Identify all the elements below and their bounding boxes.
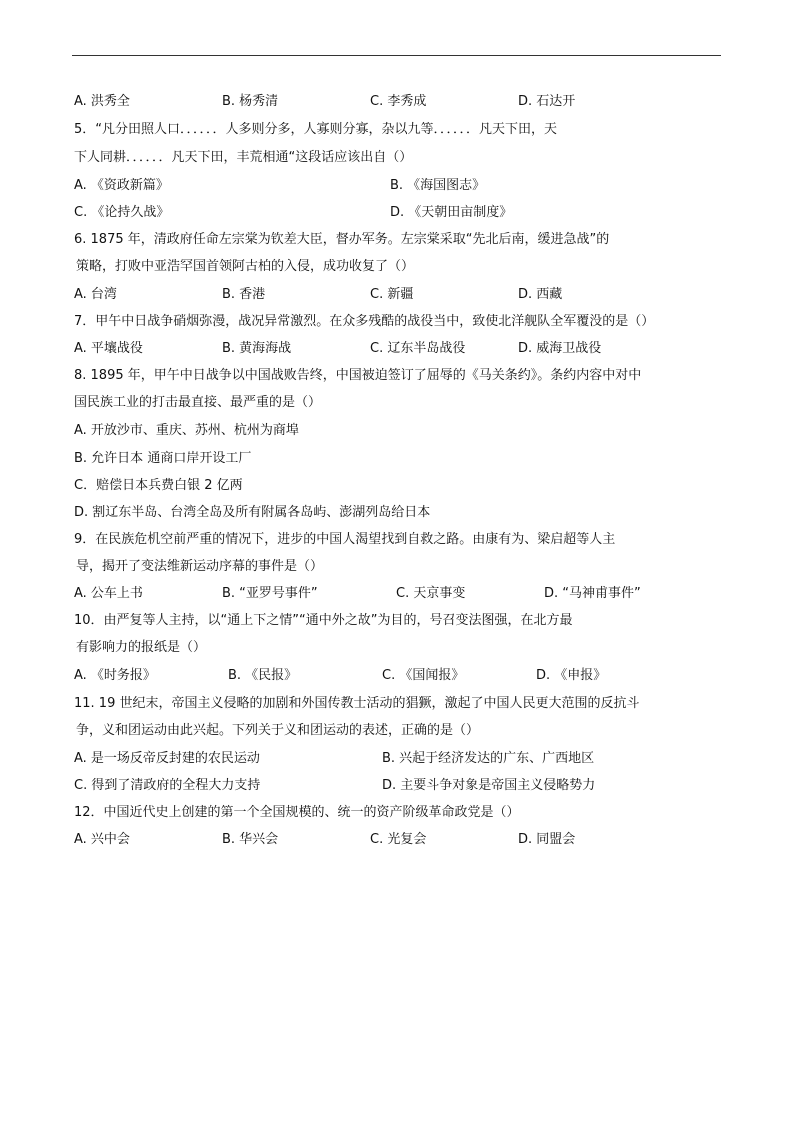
question-8-line-1: 8. 1895 年，甲午中日战争以中国战败告终，中国被迫签订了屈辱的《马关条约》。条约内容中对中 — [74, 368, 642, 383]
question-12-line-1: 12．中国近代史上创建的第一个全国规模的、统一的资产阶级革命政党是（） — [74, 805, 520, 820]
option-a: A. 《资政新篇》 — [74, 178, 169, 193]
option-c: C. 辽东半岛战役 — [370, 341, 466, 356]
option-a: A. 洪秀全 — [74, 94, 130, 109]
option-c: C. 天京事变 — [396, 586, 466, 601]
option-b: B. 《民报》 — [228, 668, 298, 683]
option-b: B. 黄海海战 — [222, 341, 292, 356]
option-a: A. 《时务报》 — [74, 668, 156, 683]
option-b: B. 杨秀清 — [222, 94, 279, 109]
option-c: C. 得到了清政府的全程大力支持 — [74, 778, 261, 793]
option-b: B. 《海国图志》 — [390, 178, 486, 193]
question-7-options — [74, 339, 724, 359]
option-d: D. 主要斗争对象是帝国主义侵略势力 — [382, 778, 596, 793]
question-5-options-row-2 — [74, 203, 724, 223]
question-10-options — [74, 666, 724, 686]
option-c: C. 《国闻报》 — [382, 668, 465, 683]
option-d: D. 西藏 — [518, 287, 563, 302]
question-11-line-1: 11. 19 世纪末，帝国主义侵略的加剧和外国传教士活动的猖獗，激起了中国人民更大范围的反抗斗 — [74, 696, 640, 711]
question-9-line-2: 导，揭开了变法维新运动序幕的事件是（） — [76, 559, 324, 574]
option-b: B. 华兴会 — [222, 832, 279, 847]
option-a: A. 公车上书 — [74, 586, 143, 601]
question-8-line-2: 国民族工业的打击最直接、最严重的是（） — [74, 395, 322, 410]
question-11-line-2: 争，义和团运动由此兴起。下列关于义和团运动的表述，正确的是（） — [76, 723, 480, 738]
option-d: D. 《申报》 — [536, 668, 607, 683]
option-d: D. 威海卫战役 — [518, 341, 602, 356]
option-a: A. 是一场反帝反封建的农民运动 — [74, 751, 260, 766]
question-8-option-c: C．赔偿日本兵费白银 2 亿两 — [74, 478, 243, 493]
option-c: C. 李秀成 — [370, 94, 427, 109]
option-c: C. 新疆 — [370, 287, 414, 302]
question-6-line-1: 6. 1875 年，清政府任命左宗棠为钦差大臣，督办军务。左宗棠采取“先北后南，缓进急战”的 — [74, 232, 610, 247]
option-d: D. 《天朝田亩制度》 — [390, 205, 513, 220]
option-a: A. 平壤战役 — [74, 341, 143, 356]
question-9-line-1: 9．在民族危机空前严重的情况下，进步的中国人渴望找到自救之路。由康有为、梁启超等人主 — [74, 532, 616, 547]
question-8-option-a: A. 开放沙市、重庆、苏州、杭州为商埠 — [74, 423, 299, 438]
question-12-options — [74, 830, 724, 850]
option-b: B. 香港 — [222, 287, 266, 302]
question-10-line-2: 有影响力的报纸是（） — [76, 640, 207, 655]
option-d: D. 石达开 — [518, 94, 576, 109]
question-8-option-b: B. 允许日本 通商口岸开设工厂 — [74, 451, 252, 466]
question-5-line-2: 下人同耕．．．．．．凡天下田，丰荒相通“这段话应该出自（） — [74, 150, 413, 165]
question-7-line-1: 7．甲午中日战争硝烟弥漫，战况异常激烈。在众多残酷的战役当中，致使北洋舰队全军覆没的是（） — [74, 314, 655, 329]
option-a: A. 台湾 — [74, 287, 117, 302]
question-10-line-1: 10．由严复等人主持，以“通上下之情”“通中外之故”为目的，号召变法图强，在北方最 — [74, 613, 573, 628]
question-6-options — [74, 285, 724, 305]
question-11-options-row-1 — [74, 749, 724, 769]
option-d: D. 同盟会 — [518, 832, 576, 847]
question-11-options-row-2 — [74, 776, 724, 796]
question-6-line-2: 策略，打败中亚浩罕国首领阿古柏的入侵，成功收复了（） — [76, 259, 415, 274]
option-b: B. “亚罗号事件” — [222, 586, 318, 601]
option-a: A. 兴中会 — [74, 832, 130, 847]
option-c: C. 光复会 — [370, 832, 427, 847]
question-5-options-row-1 — [74, 176, 724, 196]
question-8-option-d: D. 割辽东半岛、台湾全岛及所有附属各岛屿、澎湖列岛给日本 — [74, 505, 431, 520]
option-b: B. 兴起于经济发达的广东、广西地区 — [382, 751, 595, 766]
prev-question-options — [74, 92, 724, 112]
option-d: D. “马神甫事件” — [544, 586, 641, 601]
option-c: C. 《论持久战》 — [74, 205, 170, 220]
question-5-line-1: 5．“凡分田照人口．．．．．．人多则分多，人寡则分寡，杂以九等．．．．．．凡天下田，天 — [74, 122, 558, 137]
question-9-options — [74, 584, 724, 604]
question-list — [74, 92, 724, 850]
header-rule — [72, 55, 721, 56]
